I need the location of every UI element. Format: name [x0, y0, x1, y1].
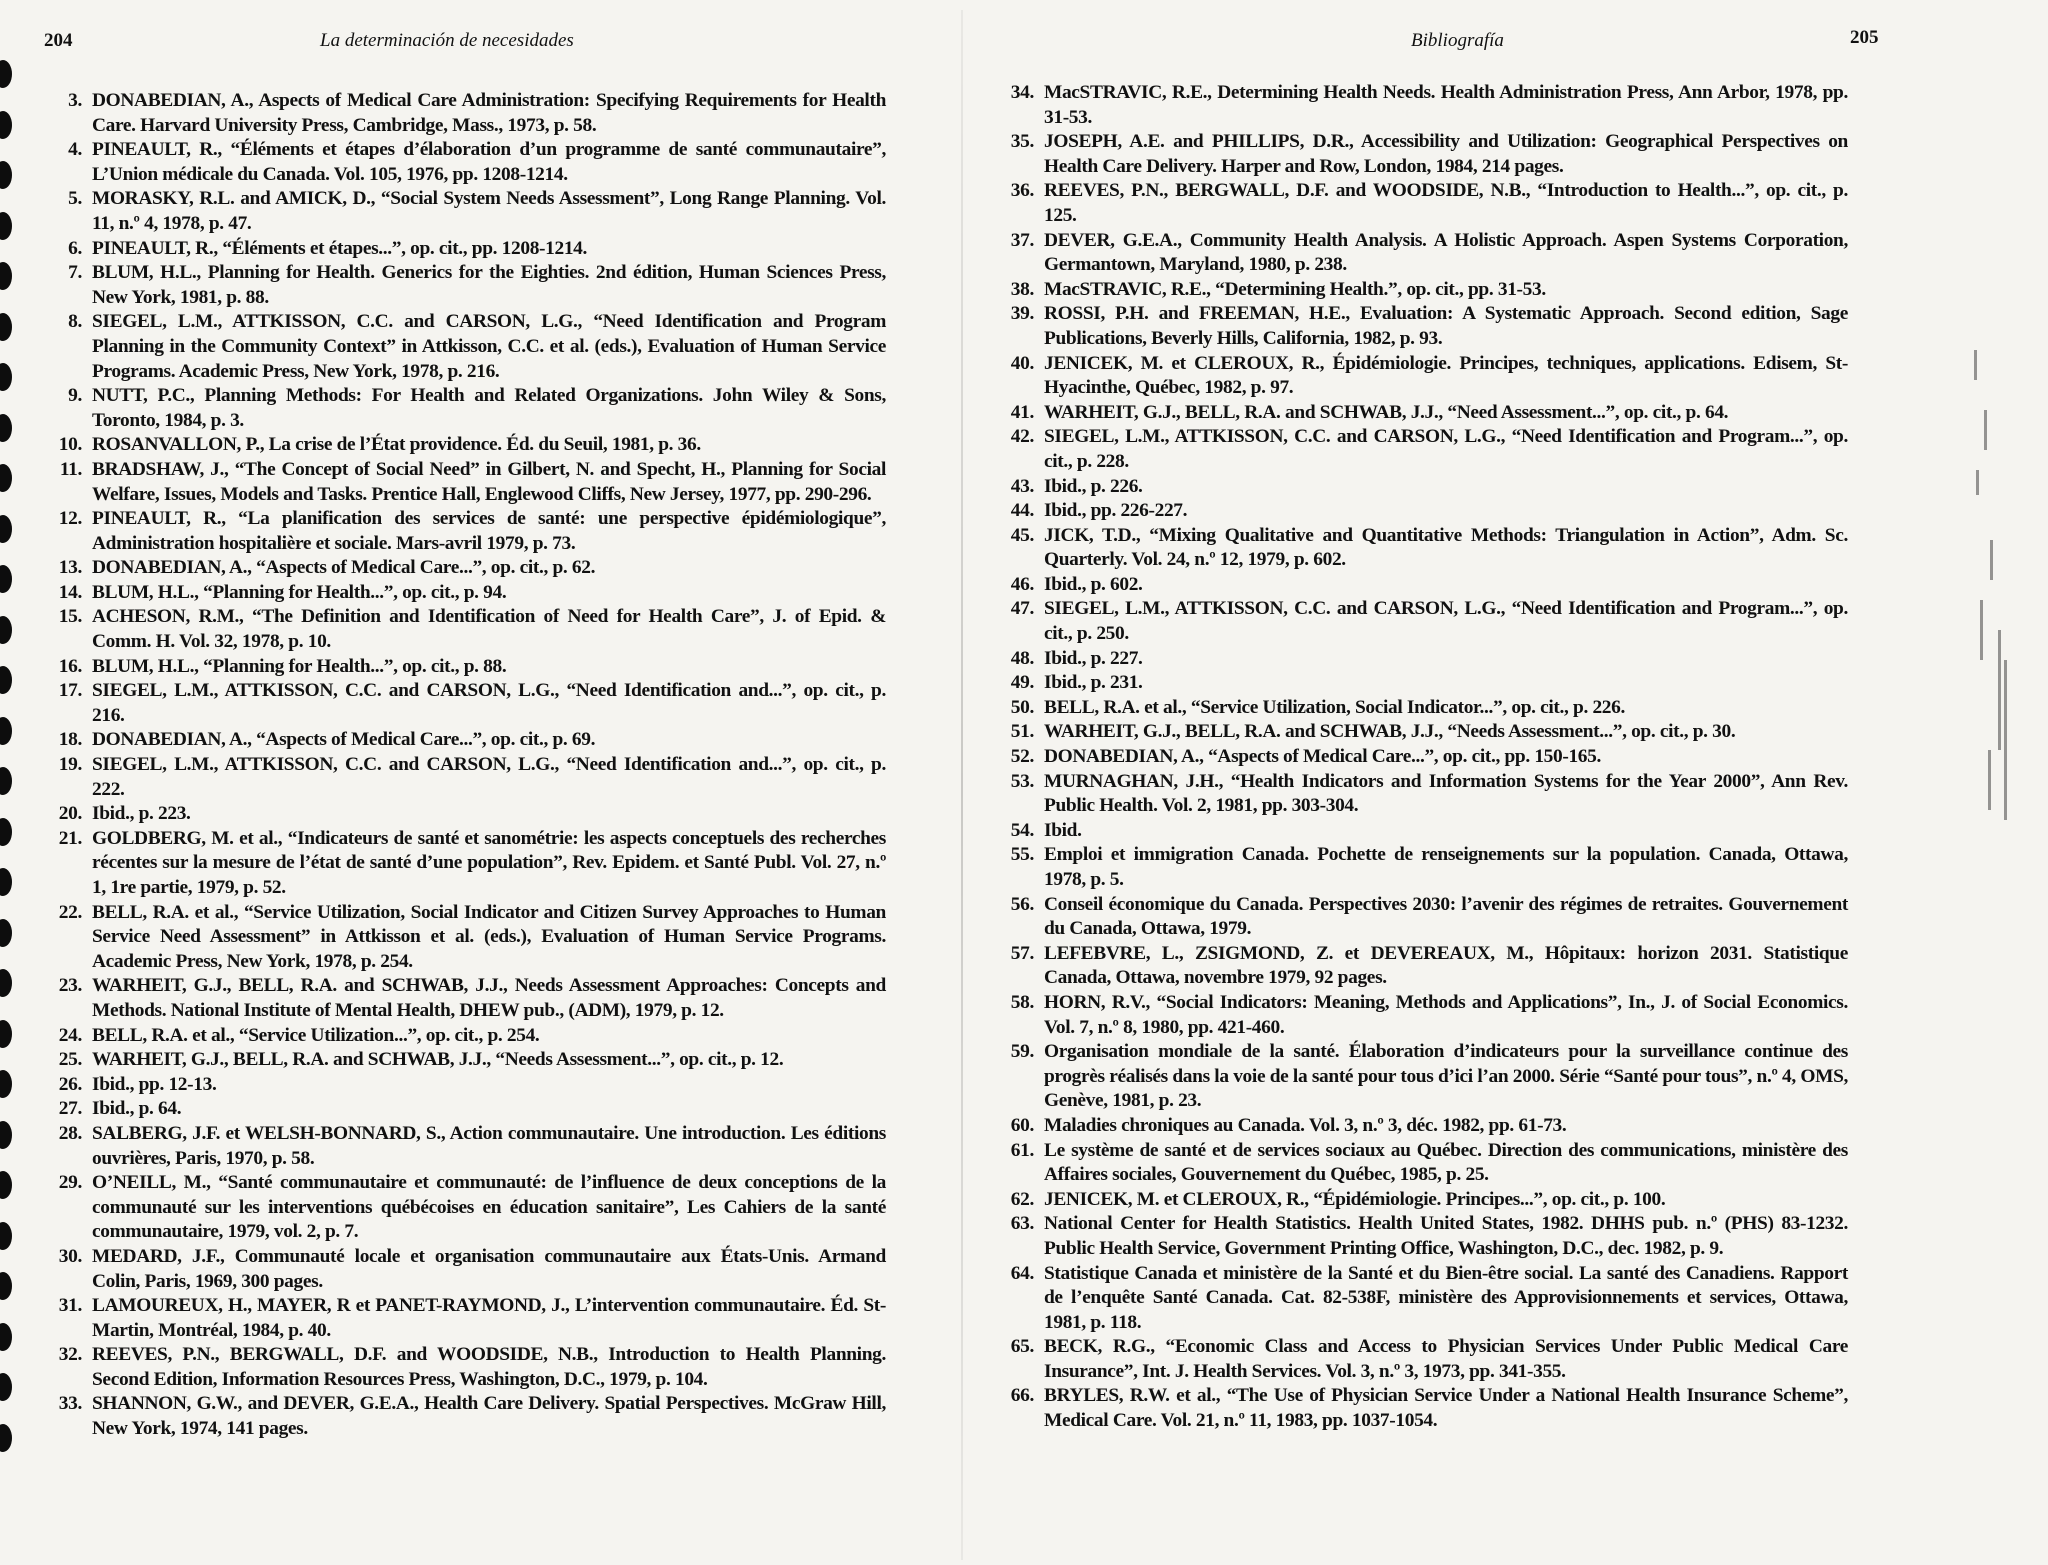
running-head: Bibliografía [1411, 30, 1504, 51]
reference-entry [1010, 597, 1848, 646]
reference-number: 24. [58, 1024, 82, 1046]
reference-entry [1010, 991, 1848, 1040]
reference-number: 32. [58, 1344, 82, 1366]
reference-text: BELL, R.A. et al., “Service Utilization, Social Indicator and Citizen Survey Approaches to Human Service Need Assessment” in Attkisson et al. (eds.), Evaluation of Human Service Programs. Academic Press, New York, 1978, p. 254. [92, 901, 886, 972]
reference-entry [1010, 81, 1848, 130]
reference-text: BRADSHAW, J., “The Concept of Social Need” in Gilbert, N. and Specht, H., Planning for Social Welfare, Issues, Models and Tasks. Prentice Hall, Englewood Cliffs, New Jersey, 1977, pp. 290-296. [92, 458, 886, 505]
reference-text: BLUM, H.L., “Planning for Health...”, op. cit., p. 88. [92, 655, 507, 677]
reference-entry [1010, 302, 1848, 351]
binding-hole [0, 60, 12, 88]
reference-entry [58, 1048, 886, 1073]
reference-text: LAMOUREUX, H., MAYER, R et PANET-RAYMOND, J., L’intervention communautaire. Éd. St-Martin, Montréal, 1984, p. 40. [92, 1295, 886, 1341]
right-page [960, 0, 2048, 1565]
reference-number: 42. [1010, 426, 1034, 448]
reference-text: DONABEDIAN, A., “Aspects of Medical Care...”, op. cit., p. 62. [92, 557, 596, 579]
reference-number: 18. [58, 729, 82, 751]
reference-entry [58, 89, 886, 138]
reference-text: MORASKY, R.L. and AMICK, D., “Social System Needs Assessment”, Long Range Planning. Vol. 11, n.º 4, 1978, p. 47. [92, 188, 886, 234]
binding-hole [0, 868, 12, 896]
binding-hole [0, 161, 12, 189]
binding-hole [0, 717, 12, 745]
reference-entry [58, 901, 886, 975]
reference-number: 17. [58, 680, 82, 702]
reference-text: PINEAULT, R., “La planification des services de santé: une perspective épidémiologique”, Administration hospitalière et sociale. Mars-avril 1979, p. 73. [92, 508, 886, 554]
margin-mark [1990, 540, 1993, 580]
reference-text: PINEAULT, R., “Éléments et étapes...”, op. cit., pp. 1208-1214. [92, 237, 588, 259]
reference-entry [1010, 819, 1848, 844]
margin-mark [1980, 600, 1983, 660]
reference-list [1010, 81, 1848, 1434]
running-head: La determinación de necesidades [320, 30, 574, 51]
binding-hole [0, 1070, 12, 1098]
reference-number: 40. [1010, 352, 1034, 374]
reference-entry [1010, 179, 1848, 228]
reference-number: 19. [58, 754, 82, 776]
reference-number: 58. [1010, 991, 1034, 1013]
reference-entry [58, 458, 886, 507]
reference-number: 28. [58, 1122, 82, 1144]
reference-number: 13. [58, 557, 82, 579]
reference-entry [58, 1245, 886, 1294]
reference-entry [58, 1097, 886, 1122]
reference-entry [58, 1392, 886, 1441]
reference-text: MEDARD, J.F., Communauté locale et organisation communautaire aux États-Unis. Armand Colin, Paris, 1969, 300 pages. [92, 1245, 886, 1292]
reference-text: BLUM, H.L., “Planning for Health...”, op. cit., p. 94. [92, 581, 507, 603]
reference-entry [1010, 893, 1848, 942]
reference-number: 64. [1010, 1262, 1034, 1284]
reference-text: DEVER, G.E.A., Community Health Analysis. A Holistic Approach. Aspen Systems Corporation, Germantown, Maryland, 1980, p. 238. [1044, 229, 1848, 276]
binding-hole [0, 1222, 12, 1250]
reference-entry [58, 1294, 886, 1343]
reference-text: DONABEDIAN, A., Aspects of Medical Care Administration: Specifying Requirements for Health Care. Harvard University Press, Cambridge, Mass., 1973, p. 58. [92, 90, 886, 136]
reference-number: 7. [68, 262, 82, 284]
binding-holes [0, 60, 14, 1480]
reference-text: Le système de santé et de services sociaux au Québec. Direction des communications, ministère des Affaires sociales, Gouvernement du Québec, 1985, p. 25. [1044, 1139, 1848, 1186]
reference-number: 66. [1010, 1385, 1034, 1407]
reference-number: 34. [1010, 82, 1034, 103]
reference-entry [58, 138, 886, 187]
binding-hole [0, 1373, 12, 1401]
binding-hole [0, 1171, 12, 1199]
reference-entry [1010, 499, 1848, 524]
reference-text: PINEAULT, R., “Éléments et étapes d’élaboration d’un programme de santé communautaire”, L’Union médicale du Canada. Vol. 105, 1976, pp. 1208-1214. [92, 139, 886, 185]
reference-entry [1010, 1188, 1848, 1213]
reference-entry [58, 384, 886, 433]
reference-number: 30. [58, 1245, 82, 1267]
reference-entry [58, 261, 886, 310]
reference-entry [58, 310, 886, 384]
reference-entry [1010, 401, 1848, 426]
reference-text: Emploi et immigration Canada. Pochette de renseignements sur la population. Canada, Ottawa, 1978, p. 5. [1044, 844, 1848, 890]
reference-entry [1010, 647, 1848, 672]
margin-mark [1988, 750, 1991, 810]
reference-number: 4. [68, 139, 82, 161]
margin-mark [1976, 470, 1979, 495]
reference-text: DONABEDIAN, A., “Aspects of Medical Care...”, op. cit., pp. 150-165. [1044, 746, 1602, 768]
binding-hole [0, 313, 12, 341]
reference-number: 45. [1010, 524, 1034, 546]
page-number: 205 [1850, 27, 1879, 48]
reference-text: BELL, R.A. et al., “Service Utilization...”, op. cit., p. 254. [92, 1024, 540, 1046]
reference-number: 51. [1010, 721, 1034, 743]
reference-text: Ibid., p. 231. [1044, 672, 1143, 694]
reference-text: NUTT, P.C., Planning Methods: For Health and Related Organizations. John Wiley & Sons, Toronto, 1984, p. 3. [92, 385, 886, 431]
reference-text: Organisation mondiale de la santé. Élaboration d’indicateurs pour la surveillance continue des progrès réalisés dans la voie de la santé pour tous d’ici l’an 2000. Série “Santé pour tous”, n.º 4, OMS, Genève, 1981, p. 23. [1044, 1041, 1848, 1112]
binding-hole [0, 1020, 12, 1048]
reference-text: O’NEILL, M., “Santé communautaire et communauté: de l’influence de deux conceptions de la communauté sur les interventions québécoises en éducation sanitaire”, Les Cahiers de la santé communautaire, 1979, vol. 2, p. 7. [92, 1172, 886, 1243]
reference-number: 53. [1010, 770, 1034, 792]
reference-number: 31. [58, 1295, 82, 1317]
reference-text: SIEGEL, L.M., ATTKISSON, C.C. and CARSON, L.G., “Need Identification and Program...”, op. cit., p. 250. [1044, 598, 1848, 645]
reference-entry [58, 433, 886, 458]
binding-hole [0, 262, 12, 290]
reference-text: SIEGEL, L.M., ATTKISSON, C.C. and CARSON, L.G., “Need Identification and Program...”, op. cit., p. 228. [1044, 426, 1848, 472]
reference-text: ROSANVALLON, P., La crise de l’État providence. Éd. du Seuil, 1981, p. 36. [92, 434, 701, 456]
reference-text: BRYLES, R.W. et al., “The Use of Physician Service Under a National Health Insurance Scheme”, Medical Care. Vol. 21, n.º 11, 1983, pp. 1037-1054. [1044, 1385, 1848, 1432]
reference-entry [1010, 1040, 1848, 1114]
reference-number: 57. [1010, 942, 1034, 964]
reference-entry [1010, 770, 1848, 819]
reference-number: 48. [1010, 647, 1034, 669]
binding-hole [0, 919, 12, 947]
reference-entry [1010, 745, 1848, 770]
reference-number: 5. [68, 188, 82, 210]
reference-text: WARHEIT, G.J., BELL, R.A. and SCHWAB, J.J., “Need Assessment...”, op. cit., p. 64. [1044, 401, 1729, 423]
reference-text: LEFEBVRE, L., ZSIGMOND, Z. et DEVEREAUX, M., Hôpitaux: horizon 2031. Statistique Canada, Ottawa, novembre 1979, 92 pages. [1044, 942, 1848, 989]
reference-number: 61. [1010, 1139, 1034, 1161]
reference-entry [58, 187, 886, 236]
binding-hole [0, 616, 12, 644]
reference-entry [1010, 1384, 1848, 1433]
reference-number: 60. [1010, 1114, 1034, 1136]
reference-entry [58, 1343, 886, 1392]
margin-mark [1998, 630, 2001, 750]
reference-entry [58, 507, 886, 556]
reference-number: 6. [68, 237, 82, 259]
reference-number: 15. [58, 606, 82, 628]
reference-text: JICK, T.D., “Mixing Qualitative and Quantitative Methods: Triangulation in Action”, Adm. Sc. Quarterly. Vol. 24, n.º 12, 1979, p. 602. [1044, 524, 1848, 571]
reference-text: Statistique Canada et ministère de la Santé et du Bien-être social. La santé des Canadiens. Rapport de l’enquête Santé Canada. Cat. 82-538F, ministère des Approvisionnements et services, Ottawa, 1981, p. 118. [1044, 1262, 1848, 1333]
left-page [0, 0, 960, 1565]
reference-number: 38. [1010, 278, 1034, 300]
binding-hole [0, 565, 12, 593]
margin-mark [2004, 660, 2007, 820]
reference-number: 3. [68, 90, 82, 111]
binding-hole [0, 515, 12, 543]
binding-hole [0, 969, 12, 997]
reference-text: REEVES, P.N., BERGWALL, D.F. and WOODSIDE, N.B., Introduction to Health Planning. Second Edition, Information Resources Press, Washington, D.C., 1979, p. 104. [92, 1344, 886, 1390]
reference-text: HORN, R.V., “Social Indicators: Meaning, Methods and Applications”, In., J. of Social Economics. Vol. 7, n.º 8, 1980, pp. 421-460. [1044, 991, 1848, 1038]
reference-entry [1010, 1139, 1848, 1188]
reference-entry [58, 556, 886, 581]
reference-number: 49. [1010, 672, 1034, 694]
margin-mark [1984, 410, 1987, 450]
reference-entry [1010, 475, 1848, 500]
reference-text: JENICEK, M. et CLEROUX, R., “Épidémiologie. Principes...”, op. cit., p. 100. [1044, 1188, 1666, 1210]
reference-number: 46. [1010, 573, 1034, 595]
binding-hole [0, 1323, 12, 1351]
margin-mark [1974, 350, 1977, 380]
reference-number: 23. [58, 975, 82, 997]
reference-number: 55. [1010, 844, 1034, 866]
reference-number: 8. [68, 311, 82, 333]
reference-number: 9. [68, 385, 82, 407]
binding-hole [0, 818, 12, 846]
reference-entry [1010, 942, 1848, 991]
binding-hole [0, 666, 12, 694]
reference-text: Ibid., pp. 226-227. [1044, 500, 1188, 522]
reference-number: 12. [58, 508, 82, 530]
binding-hole [0, 1272, 12, 1300]
reference-entry [58, 237, 886, 262]
binding-hole [0, 111, 12, 139]
reference-entry [1010, 1262, 1848, 1336]
reference-entry [58, 1024, 886, 1049]
reference-number: 10. [58, 434, 82, 456]
reference-text: Ibid., p. 64. [92, 1098, 182, 1120]
reference-entry [58, 679, 886, 728]
reference-number: 33. [58, 1393, 82, 1415]
reference-text: MacSTRAVIC, R.E., “Determining Health.”, op. cit., pp. 31-53. [1044, 278, 1546, 300]
reference-number: 62. [1010, 1188, 1034, 1210]
reference-number: 65. [1010, 1336, 1034, 1358]
reference-number: 43. [1010, 475, 1034, 497]
reference-text: BLUM, H.L., Planning for Health. Generics for the Eighties. 2nd édition, Human Sciences Press, New York, 1981, p. 88. [92, 262, 886, 308]
reference-number: 63. [1010, 1213, 1034, 1235]
reference-number: 21. [58, 827, 82, 849]
reference-text: REEVES, P.N., BERGWALL, D.F. and WOODSIDE, N.B., “Introduction to Health...”, op. cit., p. 125. [1044, 180, 1848, 226]
reference-number: 29. [58, 1172, 82, 1194]
reference-text: ROSSI, P.H. and FREEMAN, H.E., Evaluation: A Systematic Approach. Second edition, Sage Publications, Beverly Hills, California, 1982, p. 93. [1044, 303, 1848, 349]
reference-text: BECK, R.G., “Economic Class and Access to Physician Services Under Public Medical Care Insurance”, Int. J. Health Services. Vol. 3, n.º 3, 1973, pp. 341-355. [1044, 1336, 1848, 1382]
binding-hole [0, 414, 12, 442]
reference-entry [1010, 671, 1848, 696]
reference-entry [1010, 229, 1848, 278]
page-number: 204 [44, 30, 73, 51]
reference-entry [1010, 573, 1848, 598]
reference-entry [1010, 843, 1848, 892]
reference-text: WARHEIT, G.J., BELL, R.A. and SCHWAB, J.J., “Needs Assessment...”, op. cit., p. 30. [1044, 721, 1736, 743]
reference-entry [58, 1122, 886, 1171]
reference-text: SIEGEL, L.M., ATTKISSON, C.C. and CARSON, L.G., “Need Identification and Program Planning in the Community Context” in Attkisson, C.C. et al. (eds.), Evaluation of Human Service Programs. Academic Press, New York, 1978, p. 216. [92, 311, 886, 382]
binding-hole [0, 363, 12, 391]
reference-text: Ibid., pp. 12-13. [92, 1073, 217, 1095]
reference-number: 39. [1010, 303, 1034, 325]
binding-hole [0, 212, 12, 240]
reference-entry [1010, 278, 1848, 303]
reference-entry [1010, 1114, 1848, 1139]
reference-number: 56. [1010, 893, 1034, 915]
reference-text: Ibid., p. 223. [92, 803, 191, 825]
reference-number: 20. [58, 803, 82, 825]
reference-entry [1010, 524, 1848, 573]
reference-text: National Center for Health Statistics. Health United States, 1982. DHHS pub. n.º (PHS) 83-1232. Public Health Service, Government Printing Office, Washington, D.C., dec. 1982, p. 9. [1044, 1213, 1848, 1259]
binding-hole [0, 1121, 12, 1149]
reference-number: 54. [1010, 819, 1034, 841]
binding-hole [0, 767, 12, 795]
reference-entry [58, 827, 886, 901]
reference-entry [1010, 425, 1848, 474]
reference-entry [1010, 1335, 1848, 1384]
reference-text: SIEGEL, L.M., ATTKISSON, C.C. and CARSON, L.G., “Need Identification and...”, op. cit., p. 222. [92, 754, 886, 800]
reference-text: SHANNON, G.W., and DEVER, G.E.A., Health Care Delivery. Spatial Perspectives. McGraw Hill, New York, 1974, 141 pages. [92, 1393, 886, 1440]
reference-number: 44. [1010, 500, 1034, 522]
reference-number: 11. [59, 458, 82, 480]
margin-annotation-marks [1970, 330, 2010, 830]
reference-entry [58, 655, 886, 680]
reference-text: Ibid., p. 602. [1044, 573, 1143, 595]
reference-text: MURNAGHAN, J.H., “Health Indicators and Information Systems for the Year 2000”, Ann Rev. Public Health. Vol. 2, 1981, pp. 303-304. [1044, 770, 1848, 817]
reference-list [58, 89, 886, 1442]
reference-entry [58, 1171, 886, 1245]
binding-hole [0, 464, 12, 492]
reference-text: SIEGEL, L.M., ATTKISSON, C.C. and CARSON, L.G., “Need Identification and...”, op. cit., p. 216. [92, 680, 886, 726]
reference-number: 16. [58, 655, 82, 677]
reference-number: 35. [1010, 131, 1034, 153]
reference-text: DONABEDIAN, A., “Aspects of Medical Care...”, op. cit., p. 69. [92, 729, 596, 751]
reference-entry [58, 581, 886, 606]
reference-text: SALBERG, J.F. et WELSH-BONNARD, S., Action communautaire. Une introduction. Les éditions ouvrières, Paris, 1970, p. 58. [92, 1122, 886, 1169]
reference-entry [58, 802, 886, 827]
reference-number: 14. [58, 581, 82, 603]
binding-hole [0, 1424, 12, 1452]
reference-number: 59. [1010, 1041, 1034, 1063]
reference-number: 47. [1010, 598, 1034, 620]
reference-entry [58, 974, 886, 1023]
reference-entry [58, 1073, 886, 1098]
reference-entry [1010, 720, 1848, 745]
reference-text: WARHEIT, G.J., BELL, R.A. and SCHWAB, J.J., Needs Assessment Approaches: Concepts and Methods. National Institute of Mental Health, DHEW pub., (ADM), 1979, p. 12. [92, 975, 886, 1021]
reference-text: BELL, R.A. et al., “Service Utilization, Social Indicator...”, op. cit., p. 226. [1044, 696, 1625, 718]
reference-number: 27. [58, 1098, 82, 1120]
reference-text: JOSEPH, A.E. and PHILLIPS, D.R., Accessibility and Utilization: Geographical Perspectives on Health Care Delivery. Harper and Row, London, 1984, 214 pages. [1044, 131, 1848, 177]
reference-entry [1010, 352, 1848, 401]
reference-text: Ibid. [1044, 819, 1082, 841]
reference-number: 52. [1010, 746, 1034, 768]
reference-number: 41. [1010, 401, 1034, 423]
reference-number: 36. [1010, 180, 1034, 202]
reference-entry [1010, 130, 1848, 179]
reference-number: 25. [58, 1049, 82, 1071]
reference-text: WARHEIT, G.J., BELL, R.A. and SCHWAB, J.J., “Needs Assessment...”, op. cit., p. 12. [92, 1049, 784, 1071]
reference-number: 50. [1010, 696, 1034, 718]
reference-text: Ibid., p. 226. [1044, 475, 1143, 497]
reference-entry [1010, 696, 1848, 721]
reference-text: Conseil économique du Canada. Perspectives 2030: l’avenir des régimes de retraites. Gouvernement du Canada, Ottawa, 1979. [1044, 893, 1848, 940]
reference-text: Ibid., p. 227. [1044, 647, 1143, 669]
reference-entry [58, 605, 886, 654]
reference-text: Maladies chroniques au Canada. Vol. 3, n.º 3, déc. 1982, pp. 61-73. [1044, 1114, 1567, 1136]
reference-text: ACHESON, R.M., “The Definition and Identification of Need for Health Care”, J. of Epid. & Comm. H. Vol. 32, 1978, p. 10. [92, 606, 886, 653]
reference-text: MacSTRAVIC, R.E., Determining Health Needs. Health Administration Press, Ann Arbor, 1978, pp. 31-53. [1044, 82, 1848, 128]
reference-number: 37. [1010, 229, 1034, 251]
reference-entry [58, 753, 886, 802]
reference-number: 22. [58, 901, 82, 923]
reference-text: JENICEK, M. et CLEROUX, R., Épidémiologie. Principes, techniques, applications. Edisem, St-Hyacinthe, Québec, 1982, p. 97. [1044, 352, 1848, 399]
reference-number: 26. [58, 1073, 82, 1095]
reference-entry [1010, 1212, 1848, 1261]
reference-entry [58, 728, 886, 753]
reference-text: GOLDBERG, M. et al., “Indicateurs de santé et sanométrie: les aspects conceptuels des recherches récentes sur la mesure de l’état de santé d’une population”, Rev. Epidem. et Santé Publ. Vol. 27, n.º 1, 1re partie, 1979, p. 52. [92, 827, 886, 898]
